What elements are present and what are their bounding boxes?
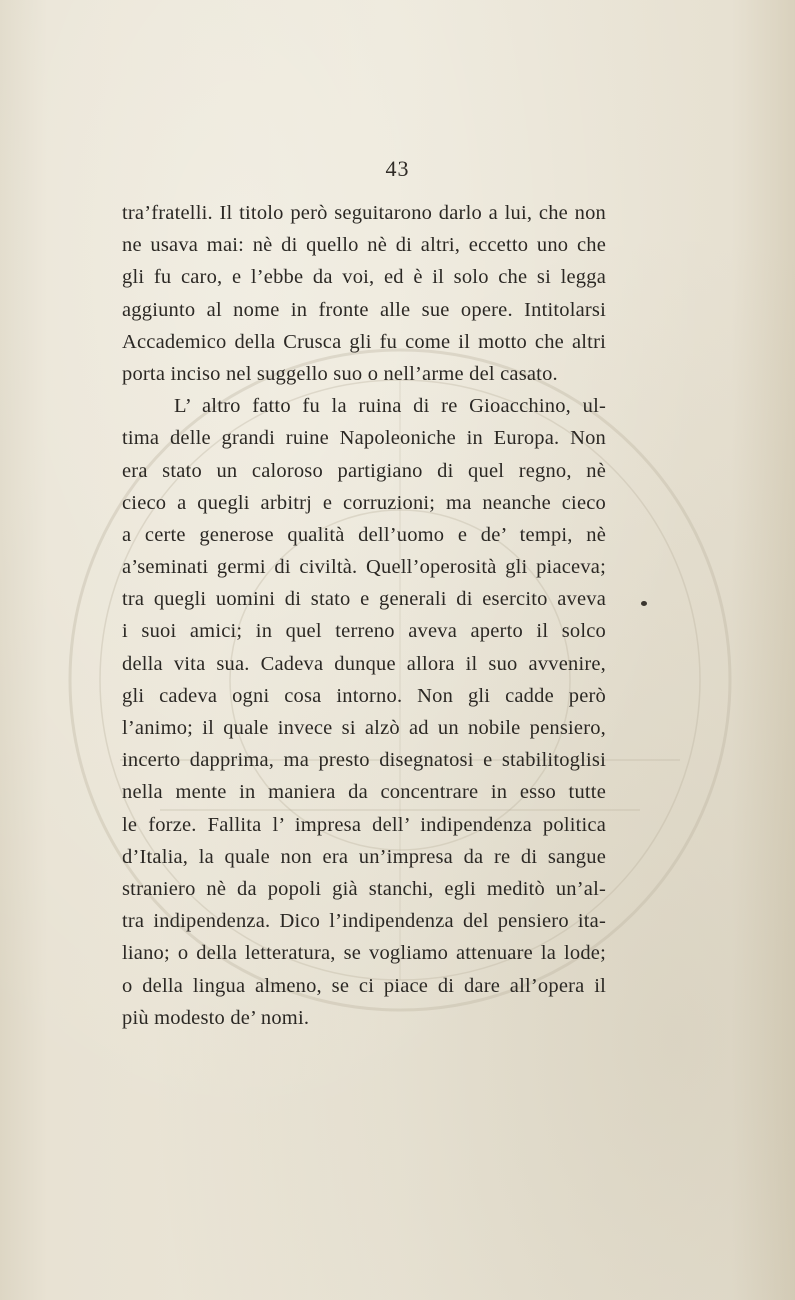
text-line: gli cadeva ogni cosa intorno. Non gli cadde però [122,684,606,707]
text-line: cieco a quegli arbitrj e corruzioni; ma neanche cieco [122,491,606,514]
text-line: o della lingua almeno, se ci piace di dare all’opera il [122,974,606,997]
text-line: aggiunto al nome in fronte alle sue opere. Intitolarsi [122,298,606,321]
text-line: gli fu caro, e l’ebbe da voi, ed è il solo che si legga [122,266,606,289]
text-line: liano; o della letteratura, se vogliamo attenuare la lode; [122,942,606,965]
text-line: le forze. Fallita l’ impresa dell’ indipendenza politica [122,813,606,836]
text-line: Accademico della Crusca gli fu come il motto che altri [122,330,606,353]
text-line: incerto dapprima, ma presto disegnatosi e stabilitoglisi [122,749,606,772]
body-text [122,197,606,1034]
text-line: a certe generose qualità dell’uomo e de’ tempi, nè [122,523,606,546]
text-line: L’ altro fatto fu la ruina di re Gioacchino, ul- [174,395,606,418]
text-line: tra indipendenza. Dico l’indipendenza del pensiero ita- [122,910,606,933]
page-number: 43 [385,156,410,181]
text-line: porta inciso nel suggello suo o nell’arme del casato. [122,362,558,385]
text-line: tima delle grandi ruine Napoleoniche in Europa. Non [122,427,606,450]
text-line: tra’fratelli. Il titolo però seguitarono darlo a lui, che non [122,202,606,224]
text-line: nella mente in maniera da concentrare in esso tutte [122,781,606,804]
text-line: più modesto de’ nomi. [122,1006,310,1029]
text-line: a’seminati germi di civiltà. Quell’operosità gli piaceva; [122,556,606,579]
text-line: straniero nè da popoli già stanchi, egli meditò un’al- [122,877,606,900]
text-line: tra quegli uomini di stato e generali di esercito aveva [122,588,606,611]
text-line: della vita sua. Cadeva dunque allora il suo avvenire, [122,652,606,675]
ink-speck [641,601,647,606]
text-line: ne usava mai: nè di quello nè di altri, eccetto uno che [122,234,606,257]
text-line: era stato un caloroso partigiano di quel regno, nè [122,459,606,482]
text-line: l’animo; il quale invece si alzò ad un nobile pensiero, [122,717,606,739]
text-line: i suoi amici; in quel terreno aveva aperto il solco [122,620,606,643]
text-line: d’Italia, la quale non era un’impresa da re di sangue [122,845,606,868]
